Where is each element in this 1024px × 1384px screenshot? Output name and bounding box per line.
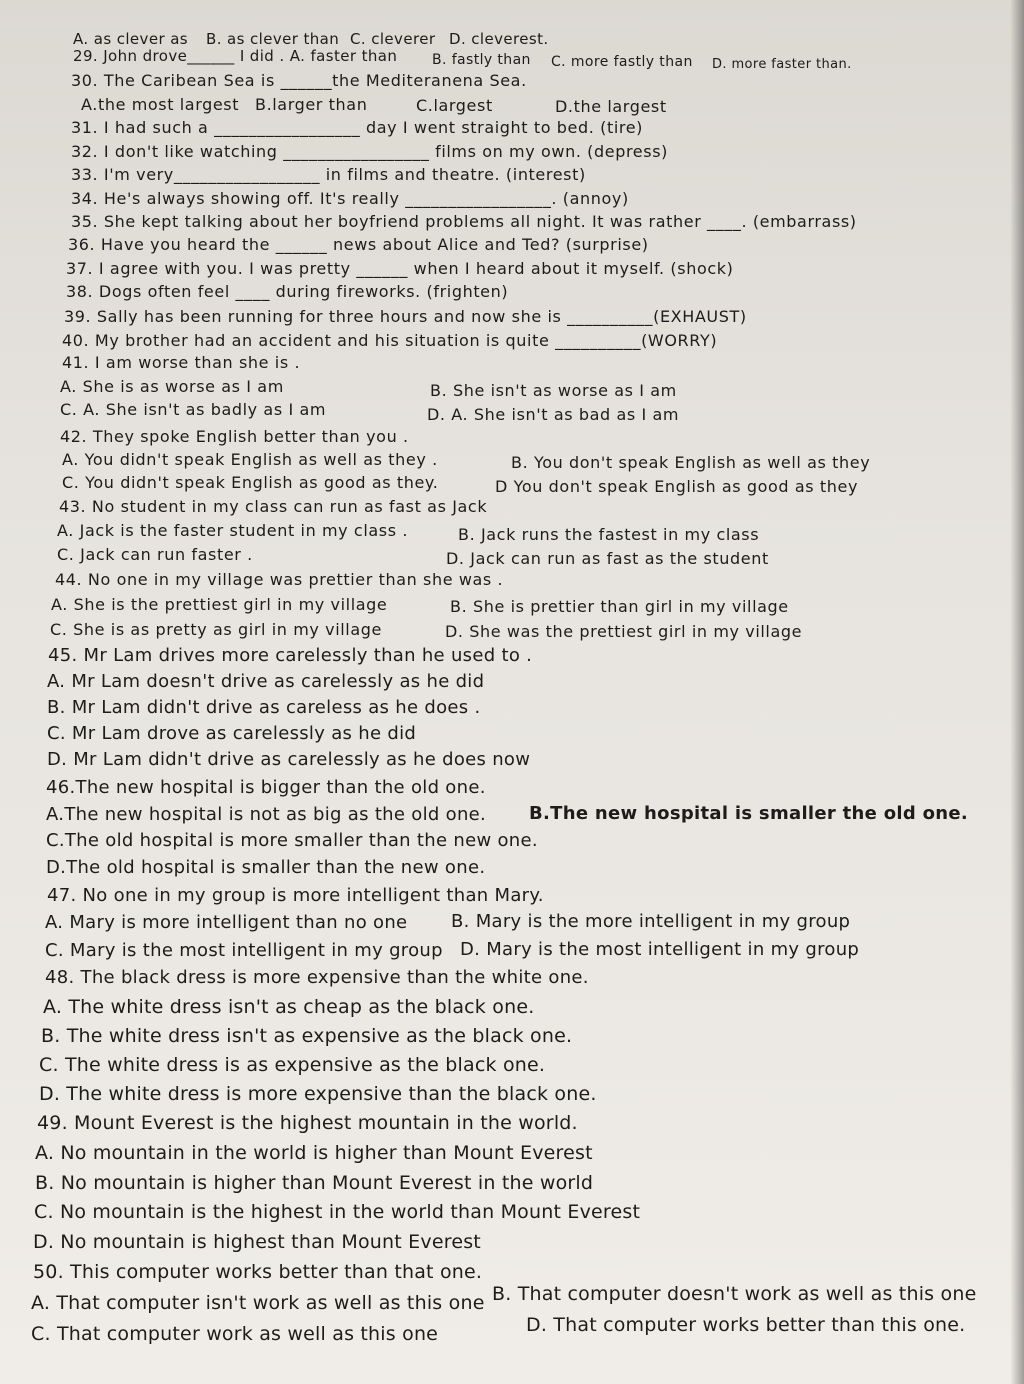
q30-stem: 30. The Caribean Sea is ______the Mediteranena Sea. [71, 71, 527, 90]
q37: 37. I agree with you. I was pretty ______ when I heard about it myself. (shock) [66, 259, 734, 278]
q45-stem: 45. Mr Lam drives more carelessly than he used to . [48, 645, 533, 666]
q43-option-b: B. Jack runs the fastest in my class [458, 525, 760, 544]
q49-option-d: D. No mountain is highest than Mount Everest [33, 1231, 481, 1253]
q45-option-c: C. Mr Lam drove as carelessly as he did [47, 723, 417, 744]
q42-option-d: D You don't speak English as good as they [495, 477, 859, 496]
q30-option-c: C.largest [416, 96, 493, 115]
q45-option-b: B. Mr Lam didn't drive as careless as he does . [47, 697, 481, 718]
q30-option-d: D.the largest [555, 97, 667, 116]
q28-option-a: A. as clever as [73, 30, 188, 48]
q29-option-c: C. more fastly than [551, 54, 693, 70]
q41-option-b: B. She isn't as worse as I am [430, 381, 677, 400]
q48-option-a: A. The white dress isn't as cheap as the black one. [43, 996, 535, 1018]
q47-option-d: D. Mary is the most intelligent in my group [460, 939, 860, 960]
q40: 40. My brother had an accident and his situation is quite __________(WORRY) [62, 331, 718, 350]
q44-option-b: B. She is prettier than girl in my village [450, 597, 789, 616]
q48-stem: 48. The black dress is more expensive than the white one. [45, 967, 589, 988]
q30-option-b: B.larger than [255, 95, 368, 114]
q38: 38. Dogs often feel ____ during fireworks. (frighten) [66, 282, 509, 301]
q44-option-d: D. She was the prettiest girl in my village [445, 622, 803, 641]
q49-option-a: A. No mountain in the world is higher than Mount Everest [35, 1142, 593, 1164]
q49-option-b: B. No mountain is higher than Mount Everest in the world [35, 1172, 594, 1194]
q42-option-a: A. You didn't speak English as well as they . [62, 450, 438, 469]
q36: 36. Have you heard the ______ news about Alice and Ted? (surprise) [68, 235, 649, 254]
q44-option-a: A. She is the prettiest girl in my village [51, 595, 388, 614]
q49-option-c: C. No mountain is the highest in the world than Mount Everest [34, 1201, 641, 1223]
q50-option-c: C. That computer work as well as this one [31, 1323, 439, 1345]
q35: 35. She kept talking about her boyfriend problems all night. It was rather ____. (embarrass) [71, 212, 857, 231]
q28-option-b: B. as clever than [206, 30, 340, 48]
q46-stem: 46.The new hospital is bigger than the old one. [46, 777, 486, 798]
q32: 32. I don't like watching _________________ films on my own. (depress) [71, 142, 668, 161]
q48-option-b: B. The white dress isn't as expensive as the black one. [41, 1025, 573, 1047]
q30-option-a: A.the most largest [81, 95, 240, 114]
q43-option-a: A. Jack is the faster student in my class . [57, 521, 409, 540]
q44-option-c: C. She is as pretty as girl in my village [50, 620, 382, 639]
q44-stem: 44. No one in my village was prettier than she was . [55, 570, 504, 589]
q29-option-d: D. more faster than. [712, 57, 852, 72]
q39: 39. Sally has been running for three hours and now she is __________(EXHAUST) [64, 307, 747, 326]
q29-option-b: B. fastly than [432, 52, 531, 68]
q41-option-d: D. A. She isn't as bad as I am [427, 405, 680, 424]
q33: 33. I'm very_________________ in films and theatre. (interest) [71, 165, 586, 184]
q48-option-c: C. The white dress is as expensive as the black one. [39, 1054, 546, 1076]
q43-stem: 43. No student in my class can run as fast as Jack [59, 497, 488, 516]
q43-option-d: D. Jack can run as fast as the student [446, 549, 769, 568]
q41-option-c: C. A. She isn't as badly as I am [60, 400, 327, 419]
q45-option-a: A. Mr Lam doesn't drive as carelessly as he did [47, 671, 485, 692]
q46-option-b: B.The new hospital is smaller the old one. [529, 803, 969, 824]
q50-stem: 50. This computer works better than that one. [33, 1261, 483, 1283]
q47-option-a: A. Mary is more intelligent than no one [45, 912, 408, 933]
q41-option-a: A. She is as worse as I am [60, 377, 284, 396]
q50-option-a: A. That computer isn't work as well as this one [31, 1292, 485, 1314]
q47-option-b: B. Mary is the more intelligent in my group [451, 911, 851, 932]
q42-option-b: B. You don't speak English as well as they [511, 453, 871, 472]
q50-option-b: B. That computer doesn't work as well as this one [492, 1283, 977, 1305]
q28-option-c: C. cleverer [350, 30, 436, 48]
q42-option-c: C. You didn't speak English as good as they. [62, 473, 439, 492]
q41-stem: 41. I am worse than she is . [62, 353, 301, 372]
q31: 31. I had such a _________________ day I went straight to bed. (tire) [71, 118, 643, 137]
q45-option-d: D. Mr Lam didn't drive as carelessly as he does now [47, 749, 531, 770]
q46-option-a: A.The new hospital is not as big as the old one. [46, 804, 487, 825]
q28-option-d: D. cleverest. [449, 30, 549, 48]
q34: 34. He's always showing off. It's really _________________. (annoy) [71, 189, 629, 208]
q43-option-c: C. Jack can run faster . [57, 545, 253, 564]
q48-option-d: D. The white dress is more expensive than the black one. [39, 1083, 597, 1105]
q47-stem: 47. No one in my group is more intelligent than Mary. [47, 885, 544, 906]
q46-option-d: D.The old hospital is smaller than the new one. [46, 857, 486, 878]
q46-option-c: C.The old hospital is more smaller than the new one. [46, 830, 538, 851]
q42-stem: 42. They spoke English better than you . [60, 427, 409, 446]
q50-option-d: D. That computer works better than this one. [526, 1314, 966, 1336]
paper-edge-shadow [1010, 0, 1024, 1384]
q47-option-c: C. Mary is the most intelligent in my group [45, 940, 443, 961]
q29-stem: 29. John drove______ I did . A. faster than [73, 47, 398, 65]
q49-stem: 49. Mount Everest is the highest mountain in the world. [37, 1112, 578, 1134]
